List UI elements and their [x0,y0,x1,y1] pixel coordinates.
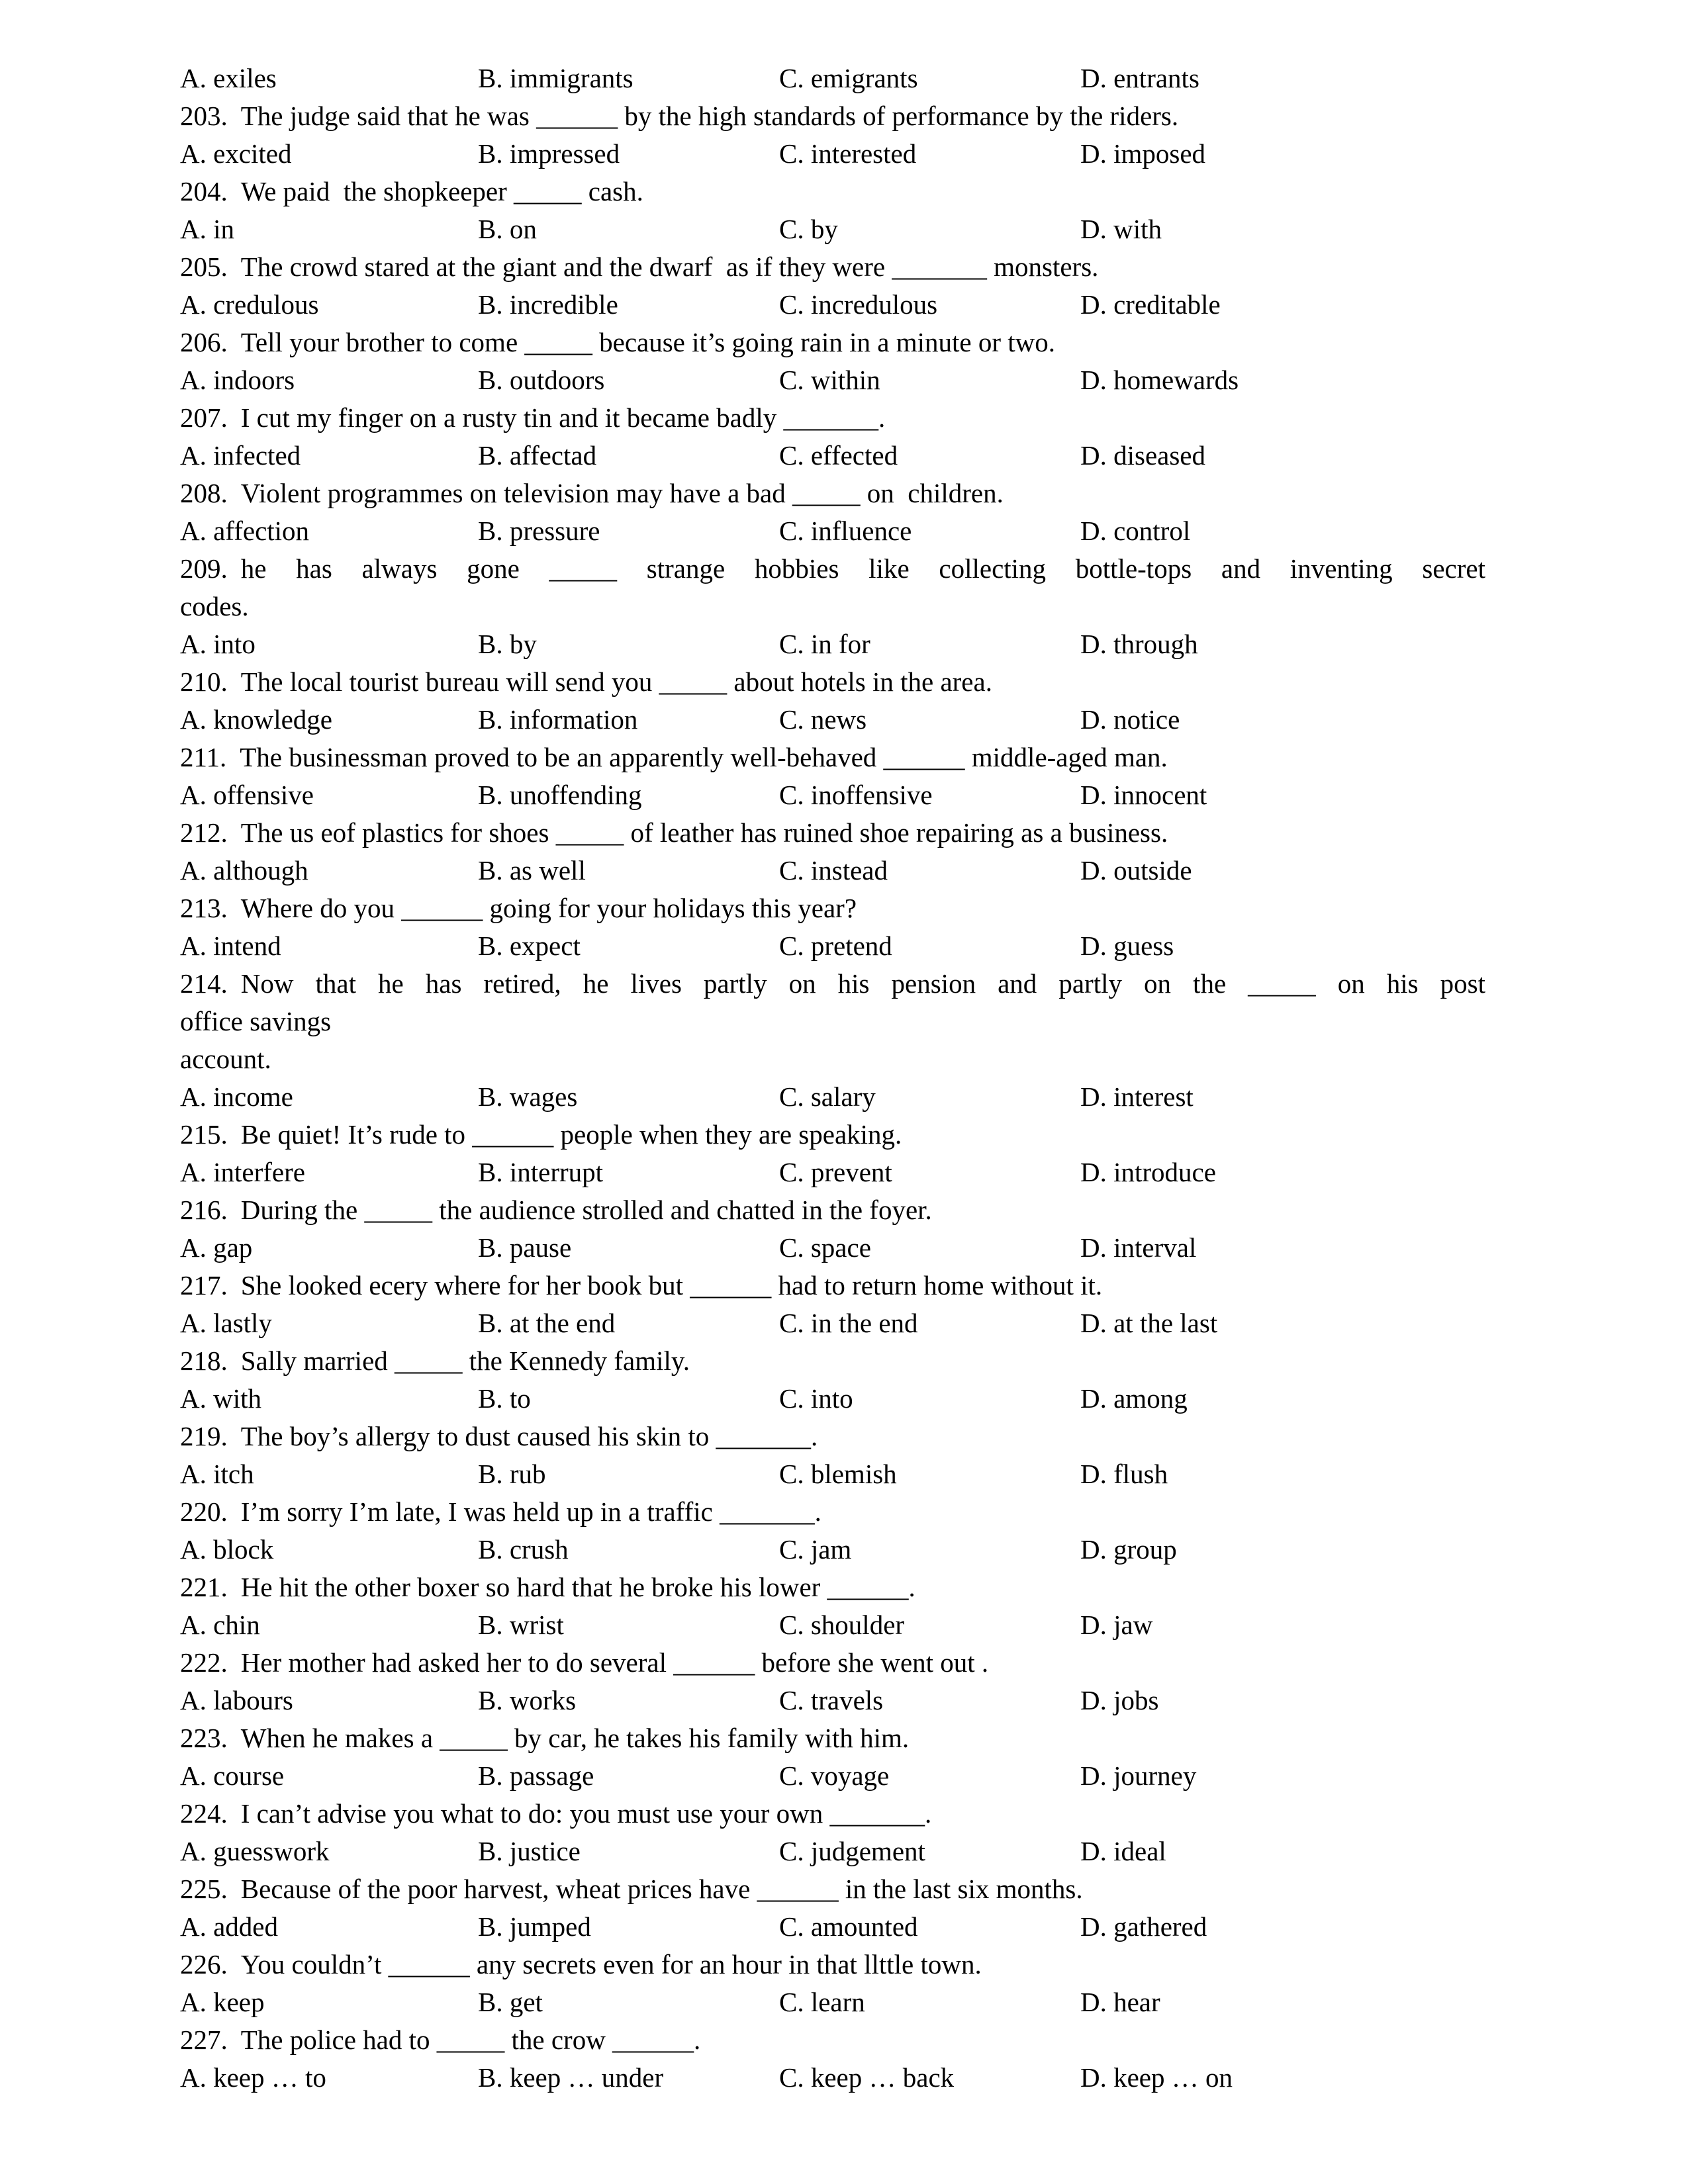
options-row [180,2059,1485,2097]
option-c: C. emigrants [779,63,918,93]
question-number: 206. [180,327,228,357]
question-text: Because of the poor harvest, wheat prices have ______ in the last six months. [240,1874,1083,1904]
question-number: 208. [180,478,228,508]
option-c: C. keep … back [779,2062,955,2093]
question-block [180,1719,1688,1757]
option-c: C. voyage [779,1760,890,1791]
question-text: He hit the other boxer so hard that he broke his lower ______. [240,1572,915,1602]
question-text: The us eof plastics for shoes _____ of leather has ruined shoe repairing as a business. [240,817,1168,848]
option-c: C. shoulder [779,1610,905,1640]
question-number: 203. [180,101,228,131]
option-b: B. at the end [478,1308,616,1338]
option-d: D. group [1080,1534,1177,1565]
question-text: Where do you ______ going for your holidays this year? [240,893,857,923]
question-line [180,1191,1485,1229]
question-number: 226. [180,1949,228,1979]
option-a: A. indoors [180,365,295,395]
option-c: C. inoffensive [779,780,933,810]
question-continuation-line: codes. [180,591,249,621]
option-a: A. in [180,214,234,244]
option-c: C. jam [779,1534,852,1565]
option-a: A. course [180,1760,285,1791]
option-b: B. justice [478,1836,581,1866]
option-a: A. exiles [180,63,277,93]
options-row [180,1833,1485,1870]
option-a: A. lastly [180,1308,272,1338]
option-b: B. on [478,214,537,244]
question-block [180,1342,1688,1380]
question-text: During the _____ the audience strolled and chatted in the foyer. [240,1195,932,1225]
option-d: D. outside [1080,855,1192,886]
option-b: B. information [478,704,638,735]
option-b: B. jumped [478,1911,591,1942]
question-block [180,399,1688,437]
question-line [180,1116,1485,1154]
option-c: C. pretend [779,931,892,961]
option-b: B. unoffending [478,780,642,810]
option-c: C. instead [779,855,888,886]
options-row [180,1682,1485,1719]
question-text: The local tourist bureau will send you _____ about hotels in the area. [240,666,992,697]
option-c: C. amounted [779,1911,918,1942]
option-a: A. into [180,629,256,659]
option-d: D. gathered [1080,1911,1207,1942]
option-d: D. journey [1080,1760,1197,1791]
question-text: The police had to _____ the crow ______. [240,2025,701,2055]
options-row [180,1304,1485,1342]
option-c: C. space [779,1232,871,1263]
option-c: C. influence [779,516,912,546]
option-d: D. jaw [1080,1610,1153,1640]
question-block [180,1870,1688,1908]
option-b: B. as well [478,855,586,886]
question-number: 227. [180,2025,228,2055]
question-line [180,550,1485,588]
question-line [180,1569,1485,1606]
question-line [180,663,1485,701]
question-block [180,1795,1688,1833]
question-block [180,1191,1688,1229]
option-b: B. wages [478,1081,578,1112]
option-c: C. interested [779,138,917,169]
question-text: Sally married _____ the Kennedy family. [240,1345,690,1376]
option-c: C. salary [779,1081,876,1112]
option-a: A. keep … to [180,2062,326,2093]
options-row [180,1380,1485,1418]
question-line [180,1795,1485,1833]
question-number: 213. [180,893,228,923]
option-b: B. passage [478,1760,594,1791]
question-number: 204. [180,176,228,206]
option-a: A. gap [180,1232,253,1263]
option-c: C. judgement [779,1836,925,1866]
option-d: D. hear [1080,1987,1160,2017]
options-row [180,1606,1485,1644]
question-block [180,1116,1688,1154]
option-d: D. creditable [1080,289,1221,320]
question-number: 209. [180,553,228,584]
option-a: A. block [180,1534,274,1565]
option-b: B. expect [478,931,581,961]
option-d: D. with [1080,214,1162,244]
question-number: 217. [180,1270,228,1300]
question-block [180,965,1688,1078]
question-line [180,1342,1485,1380]
question-line [180,1946,1485,1983]
question-block [180,97,1688,135]
option-b: B. outdoors [478,365,605,395]
question-block [180,1946,1688,1983]
question-number: 212. [180,817,228,848]
question-text: The businessman proved to be an apparently well-behaved ______ middle-aged man. [240,742,1168,772]
question-continuation-line: office savings [180,1006,332,1036]
option-d: D. ideal [1080,1836,1166,1866]
option-b: B. pause [478,1232,572,1263]
question-continuation-line: account. [180,1044,271,1074]
question-number: 216. [180,1195,228,1225]
question-block [180,889,1688,927]
option-a: A. chin [180,1610,260,1640]
question-line [180,324,1485,361]
question-block [180,814,1688,852]
question-number: 224. [180,1798,228,1829]
question-line [180,97,1485,135]
option-b: B. get [478,1987,543,2017]
option-b: B. pressure [478,516,600,546]
question-number: 211. [180,742,227,772]
question-number: 210. [180,666,228,697]
options-row [180,1983,1485,2021]
question-line [180,965,1485,1003]
options-row [180,60,1485,97]
option-c: C. news [779,704,867,735]
options-row [180,1757,1485,1795]
option-a: A. excited [180,138,292,169]
question-line [180,1644,1485,1682]
options-row [180,135,1485,173]
question-number: 205. [180,251,228,282]
option-d: D. diseased [1080,440,1206,471]
question-number: 223. [180,1723,228,1753]
question-line [180,475,1485,512]
question-number: 218. [180,1345,228,1376]
question-number: 220. [180,1496,228,1527]
options-row [180,927,1485,965]
option-b: B. impressed [478,138,620,169]
question-number: 221. [180,1572,228,1602]
options-row [180,852,1485,889]
option-b: B. to [478,1383,531,1414]
options-row [180,210,1485,248]
option-c: C. travels [779,1685,884,1715]
option-d: D. keep … on [1080,2062,1233,2093]
options-row [180,1455,1485,1493]
option-b: B. rub [478,1459,546,1489]
option-a: A. knowledge [180,704,333,735]
question-line [180,814,1485,852]
question-text: I cut my finger on a rusty tin and it became badly _______. [240,402,886,433]
option-d: D. interest [1080,1081,1194,1112]
option-a: A. keep [180,1987,265,2017]
option-d: D. guess [1080,931,1174,961]
option-c: C. incredulous [779,289,938,320]
option-c: C. in for [779,629,870,659]
question-text: Tell your brother to come _____ because it’s going rain in a minute or two. [240,327,1056,357]
options-row [180,1531,1485,1569]
question-line [180,739,1485,776]
option-b: B. immigrants [478,63,633,93]
option-a: A. labours [180,1685,293,1715]
options-row [180,1908,1485,1946]
option-a: A. intend [180,931,281,961]
option-c: C. within [779,365,880,395]
question-line [180,1267,1485,1304]
options-row [180,1078,1485,1116]
option-a: A. affection [180,516,310,546]
question-number: 214. [180,968,228,999]
question-block [180,1418,1688,1455]
option-d: D. among [1080,1383,1188,1414]
question-line [180,1418,1485,1455]
option-c: C. learn [779,1987,865,2017]
question-text: When he makes a _____ by car, he takes his family with him. [240,1723,910,1753]
option-c: C. effected [779,440,898,471]
options-row [180,437,1485,475]
option-a: A. guesswork [180,1836,330,1866]
question-text: I can’t advise you what to do: you must use your own _______. [240,1798,932,1829]
options-row [180,701,1485,739]
question-number: 219. [180,1421,228,1451]
option-c: C. into [779,1383,853,1414]
question-block [180,2021,1688,2059]
question-text: The crowd stared at the giant and the dwarf as if they were _______ monsters. [240,251,1099,282]
option-a: A. itch [180,1459,254,1489]
question-block [180,1493,1688,1531]
question-number: 222. [180,1647,228,1678]
option-b: B. keep … under [478,2062,664,2093]
option-d: D. jobs [1080,1685,1159,1715]
option-c: C. in the end [779,1308,918,1338]
option-a: A. credulous [180,289,319,320]
option-a: A. with [180,1383,261,1414]
question-block [180,1644,1688,1682]
option-d: D. introduce [1080,1157,1216,1187]
question-block [180,248,1688,286]
question-line [180,399,1485,437]
option-d: D. innocent [1080,780,1207,810]
option-d: D. imposed [1080,138,1206,169]
option-a: A. added [180,1911,279,1942]
option-b: B. interrupt [478,1157,604,1187]
option-a: A. although [180,855,308,886]
question-number: 207. [180,402,228,433]
option-d: D. through [1080,629,1198,659]
option-c: C. blemish [779,1459,897,1489]
question-text: Violent programmes on television may have a bad _____ on children. [240,478,1004,508]
option-d: D. interval [1080,1232,1197,1263]
question-text: She looked ecery where for her book but ______ had to return home without it. [240,1270,1103,1300]
question-block [180,663,1688,701]
question-block [180,1267,1688,1304]
question-block [180,550,1688,625]
question-block [180,324,1688,361]
question-text: Her mother had asked her to do several ______ before she went out . [240,1647,989,1678]
option-d: D. control [1080,516,1191,546]
option-a: A. income [180,1081,293,1112]
options-row [180,286,1485,324]
options-row [180,625,1485,663]
question-text: Now that he has retired, he lives partly on his pension and partly on the _____ on his post [240,968,1485,999]
options-row [180,776,1485,814]
option-a: A. offensive [180,780,314,810]
option-d: D. notice [1080,704,1180,735]
question-line [180,889,1485,927]
question-line [180,2021,1485,2059]
option-b: B. affectad [478,440,597,471]
question-number: 215. [180,1119,228,1150]
question-number: 225. [180,1874,228,1904]
option-d: D. homewards [1080,365,1239,395]
question-text: I’m sorry I’m late, I was held up in a traffic _______. [240,1496,821,1527]
option-d: D. flush [1080,1459,1168,1489]
question-line [180,1493,1485,1531]
options-row [180,1154,1485,1191]
option-c: C. by [779,214,838,244]
options-row [180,361,1485,399]
question-line [180,173,1485,210]
option-c: C. prevent [779,1157,892,1187]
question-block [180,475,1688,512]
question-text: Be quiet! It’s rude to ______ people when they are speaking. [240,1119,902,1150]
option-b: B. works [478,1685,577,1715]
question-text: he has always gone _____ strange hobbies like collecting bottle-tops and inventing secret [240,553,1485,584]
options-row [180,512,1485,550]
option-b: B. wrist [478,1610,564,1640]
option-a: A. infected [180,440,301,471]
question-text: We paid the shopkeeper _____ cash. [240,176,643,206]
question-line [180,1719,1485,1757]
question-block [180,173,1688,210]
question-block [180,1569,1688,1606]
question-line [180,1870,1485,1908]
option-d: D. entrants [1080,63,1199,93]
option-b: B. by [478,629,537,659]
option-b: B. crush [478,1534,569,1565]
option-d: D. at the last [1080,1308,1218,1338]
option-b: B. incredible [478,289,618,320]
question-text: You couldn’t ______ any secrets even for an hour in that llttle town. [240,1949,982,1979]
question-text: The judge said that he was ______ by the high standards of performance by the riders. [240,101,1179,131]
question-text: The boy’s allergy to dust caused his skin to _______. [240,1421,818,1451]
options-row [180,1229,1485,1267]
option-a: A. interfere [180,1157,305,1187]
question-block [180,739,1688,776]
question-line [180,248,1485,286]
